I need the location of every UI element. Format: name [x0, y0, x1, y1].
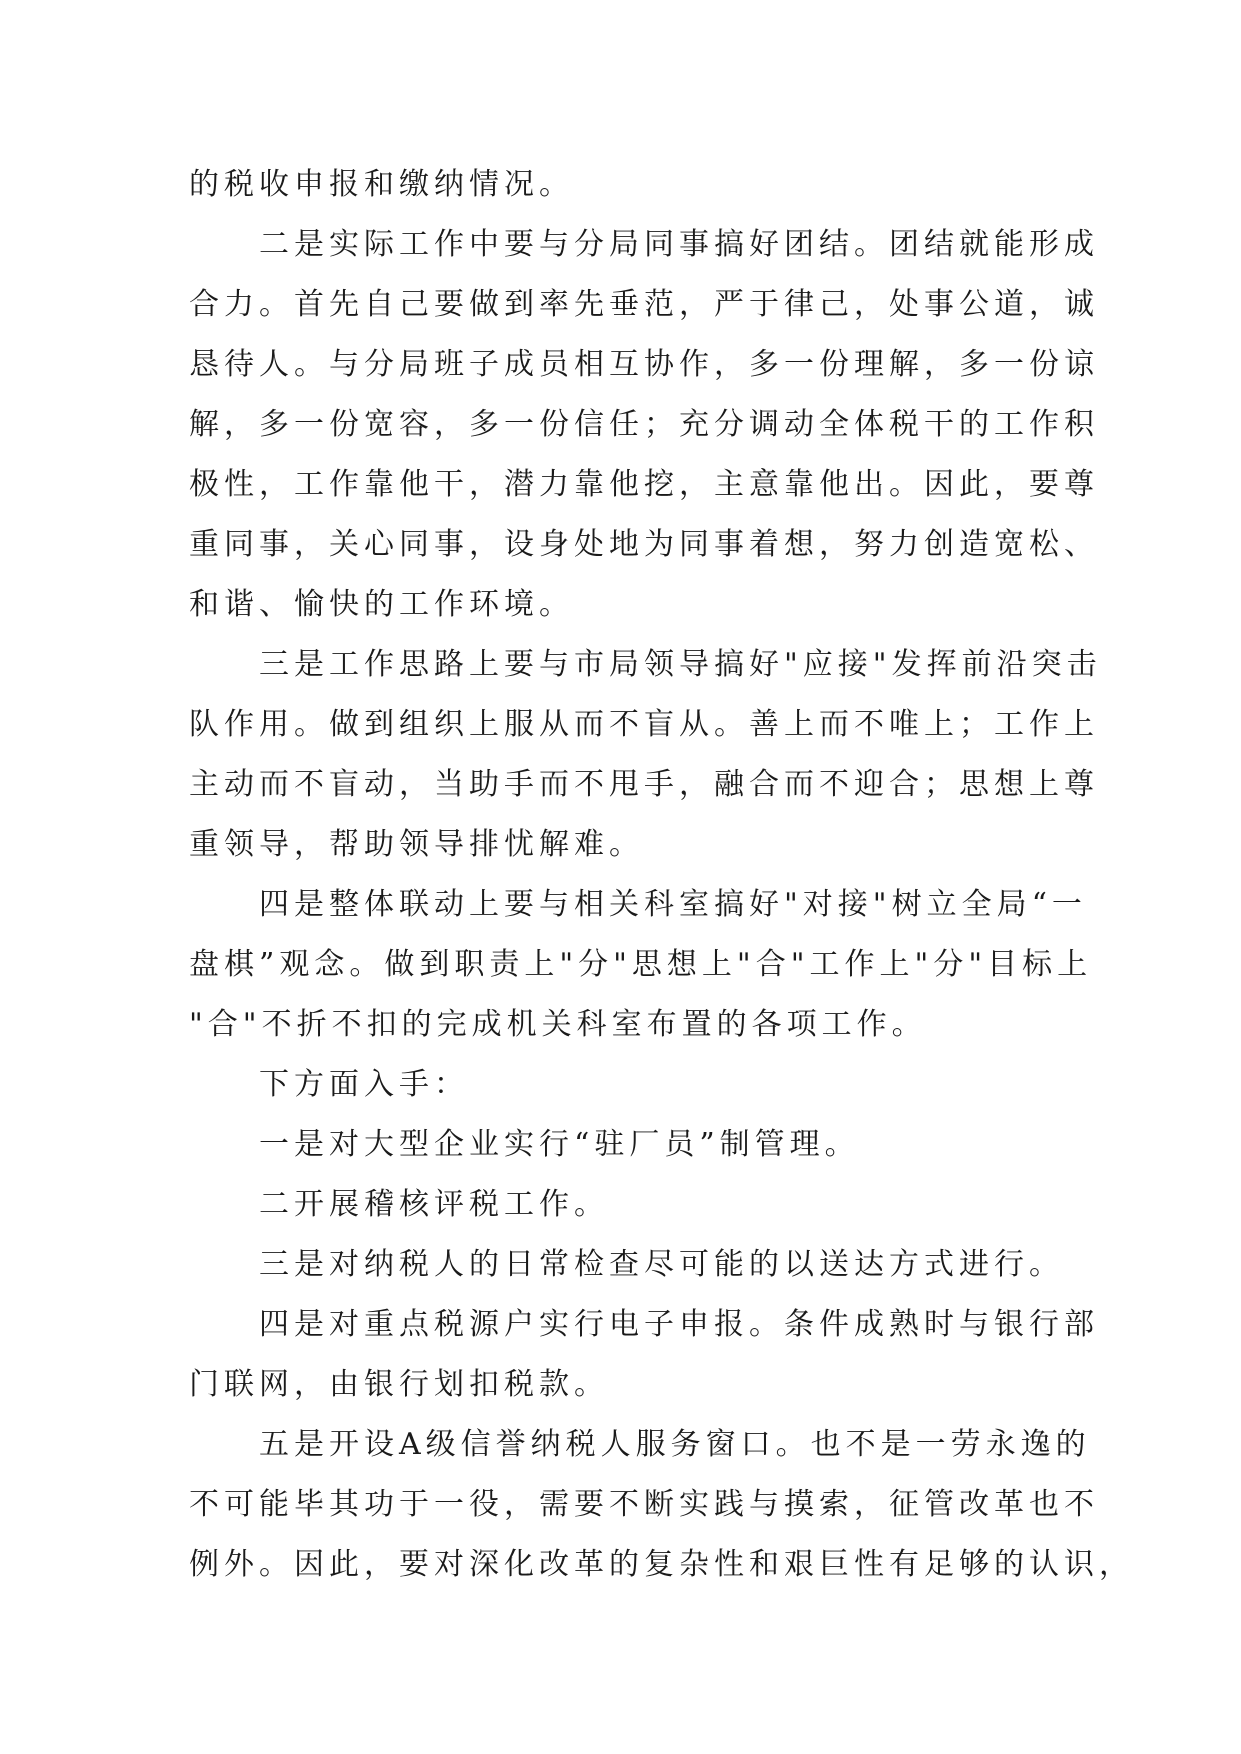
text-line: 重同事，关心同事，设身处地为同事着想，努力创造宽松、 — [189, 527, 1099, 562]
text-line: 五是开设A级信誉纳税人服务窗口。也不是一劳永逸的 — [259, 1427, 1091, 1462]
text-line: 三是对纳税人的日常检查尽可能的以送达方式进行。 — [259, 1247, 1064, 1282]
text-line: "合"不折不扣的完成机关科室布置的各项工作。 — [189, 1007, 927, 1042]
text-line: 下方面入手： — [259, 1067, 469, 1102]
text-line: 的税收申报和缴纳情况。 — [189, 167, 574, 202]
text-line: 解，多一份宽容，多一份信任；充分调动全体税干的工作积 — [189, 407, 1099, 442]
text-line: 队作用。做到组织上服从而不盲从。善上而不唯上；工作上 — [189, 707, 1099, 742]
text-line: 不可能毕其功于一役，需要不断实践与摸索，征管改革也不 — [189, 1487, 1099, 1522]
text-line: 主动而不盲动，当助手而不甩手，融合而不迎合；思想上尊 — [189, 767, 1099, 802]
text-line: 门联网，由银行划扣税款。 — [189, 1367, 609, 1402]
text-line: 极性，工作靠他干，潜力靠他挖，主意靠他出。因此，要尊 — [189, 467, 1099, 502]
text-line: 四是整体联动上要与相关科室搞好"对接"树立全局“一 — [259, 887, 1087, 922]
text-line: 恳待人。与分局班子成员相互协作，多一份理解，多一份谅 — [189, 347, 1099, 382]
text-line: 二开展稽核评税工作。 — [259, 1187, 609, 1222]
text-line: 三是工作思路上要与市局领导搞好"应接"发挥前沿突击 — [259, 647, 1102, 682]
text-line: 二是实际工作中要与分局同事搞好团结。团结就能形成 — [259, 227, 1099, 262]
text-line: 重领导，帮助领导排忧解难。 — [189, 827, 644, 862]
text-line: 和谐、愉快的工作环境。 — [189, 587, 574, 622]
text-line: 盘棋”观念。做到职责上"分"思想上"合"工作上"分"目标上 — [189, 947, 1093, 982]
document-body — [189, 155, 1134, 1595]
text-line: 一是对大型企业实行“驻厂员”制管理。 — [259, 1127, 860, 1162]
text-line: 合力。首先自己要做到率先垂范，严于律己，处事公道，诚 — [189, 287, 1099, 322]
text-line: 例外。因此，要对深化改革的复杂性和艰巨性有足够的认识， — [189, 1547, 1134, 1582]
text-line: 四是对重点税源户实行电子申报。条件成熟时与银行部 — [259, 1307, 1099, 1342]
